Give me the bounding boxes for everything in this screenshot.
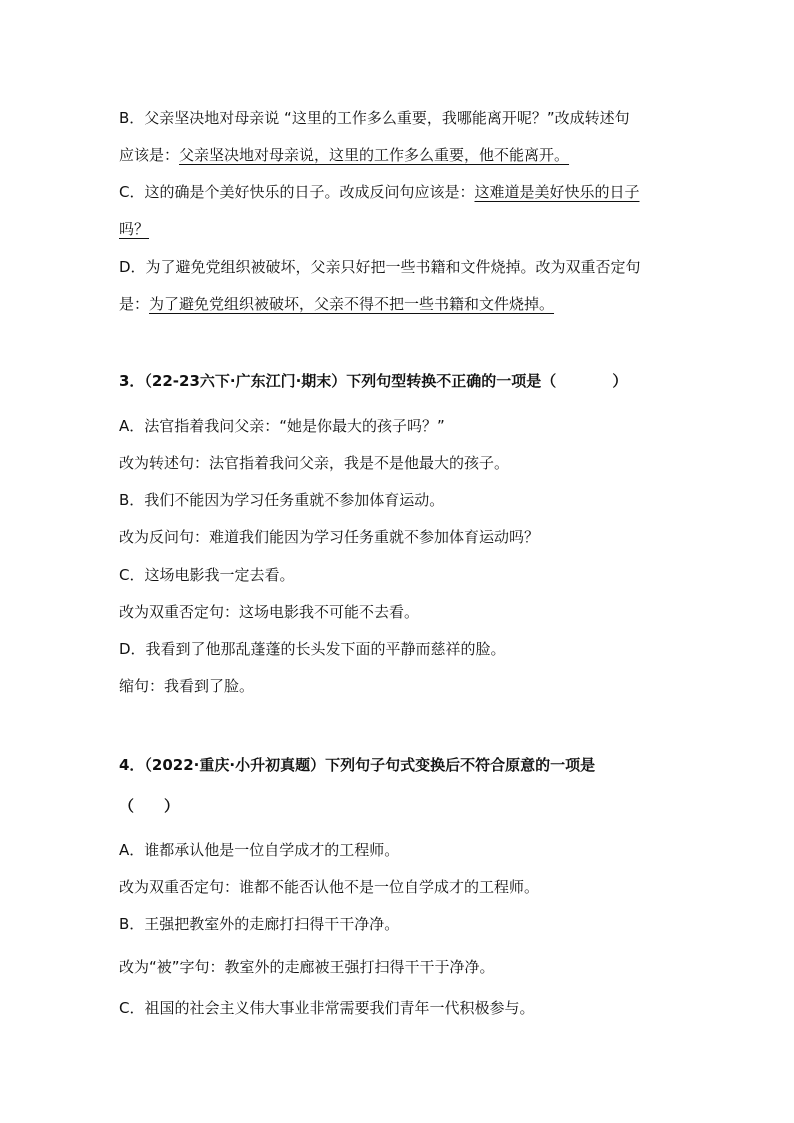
q2-option-b-line1: B．父亲坚决地对母亲说 “这里的工作多么重要，我哪能离开呢？”改成转述句 — [119, 109, 630, 127]
q2-option-c-answer: 这难道是美好快乐的日子 — [474, 183, 640, 201]
q3-option-d: D．我看到了他那乱蓬蓬的长头发下面的平静而慈祥的脸。 — [119, 640, 506, 658]
q4-option-b-change: 改为“被”字句：教室外的走廊被王强打扫得干干于净净。 — [119, 958, 495, 976]
q3-option-c-change: 改为双重否定句：这场电影我不可能不去看。 — [119, 603, 420, 621]
q4-option-c: C．祖国的社会主义伟大事业非常需要我们青年一代积极参与。 — [119, 999, 535, 1017]
q2-option-d-prefix: 是： — [119, 295, 150, 313]
q2-option-d-line1: D．为了避免党组织被破坏，父亲只好把一些书籍和文件烧掉。改为双重否定句 — [119, 258, 641, 276]
q4-answer-bracket: （ ） — [119, 797, 180, 815]
q4-option-a: A．谁都承认他是一位自学成才的工程师。 — [119, 841, 400, 859]
q2-option-c-answer-end: 吗？ — [119, 220, 150, 238]
q2-option-c-prefix: C．这的确是个美好快乐的日子。改成反问句应该是： — [119, 183, 475, 201]
q2-option-c-line1 — [119, 182, 640, 202]
q3-option-a-change: 改为转述句：法官指着我问父亲，我是不是他最大的孩子。 — [119, 454, 510, 472]
q2-option-b-line2 — [119, 145, 569, 165]
q2-option-c-line2 — [119, 219, 149, 239]
q3-option-d-change: 缩句：我看到了脸。 — [119, 677, 255, 695]
q2-option-d-line2 — [119, 294, 554, 314]
q3-title-text: 3．（22-23六下·广东江门·期末）下列句型转换不正确的一项是（ — [119, 372, 557, 390]
q3-option-a: A．法官指着我问父亲：“她是你最大的孩子吗？” — [119, 417, 445, 435]
q4-option-b: B．王强把教室外的走廊打扫得干干净净。 — [119, 915, 400, 933]
q3-title-close: ） — [612, 372, 628, 390]
q3-title — [119, 371, 627, 391]
q2-option-b-answer: 父亲坚决地对母亲说，这里的工作多么重要，他不能离开。 — [179, 146, 570, 164]
q3-option-c: C．这场电影我一定去看。 — [119, 566, 295, 584]
q3-option-b: B．我们不能因为学习任务重就不参加体育运动。 — [119, 491, 445, 509]
q4-option-a-change: 改为双重否定句：谁都不能否认他不是一位自学成才的工程师。 — [119, 878, 540, 896]
q2-option-d-answer: 为了避免党组织被破坏，父亲不得不把一些书籍和文件烧掉。 — [149, 295, 555, 313]
q3-option-b-change: 改为反问句：难道我们能因为学习任务重就不参加体育运动吗？ — [119, 528, 540, 546]
q2-option-b-prefix: 应该是： — [119, 146, 180, 164]
q4-title: 4．（2022·重庆·小升初真题）下列句子句式变换后不符合原意的一项是 — [119, 756, 596, 774]
